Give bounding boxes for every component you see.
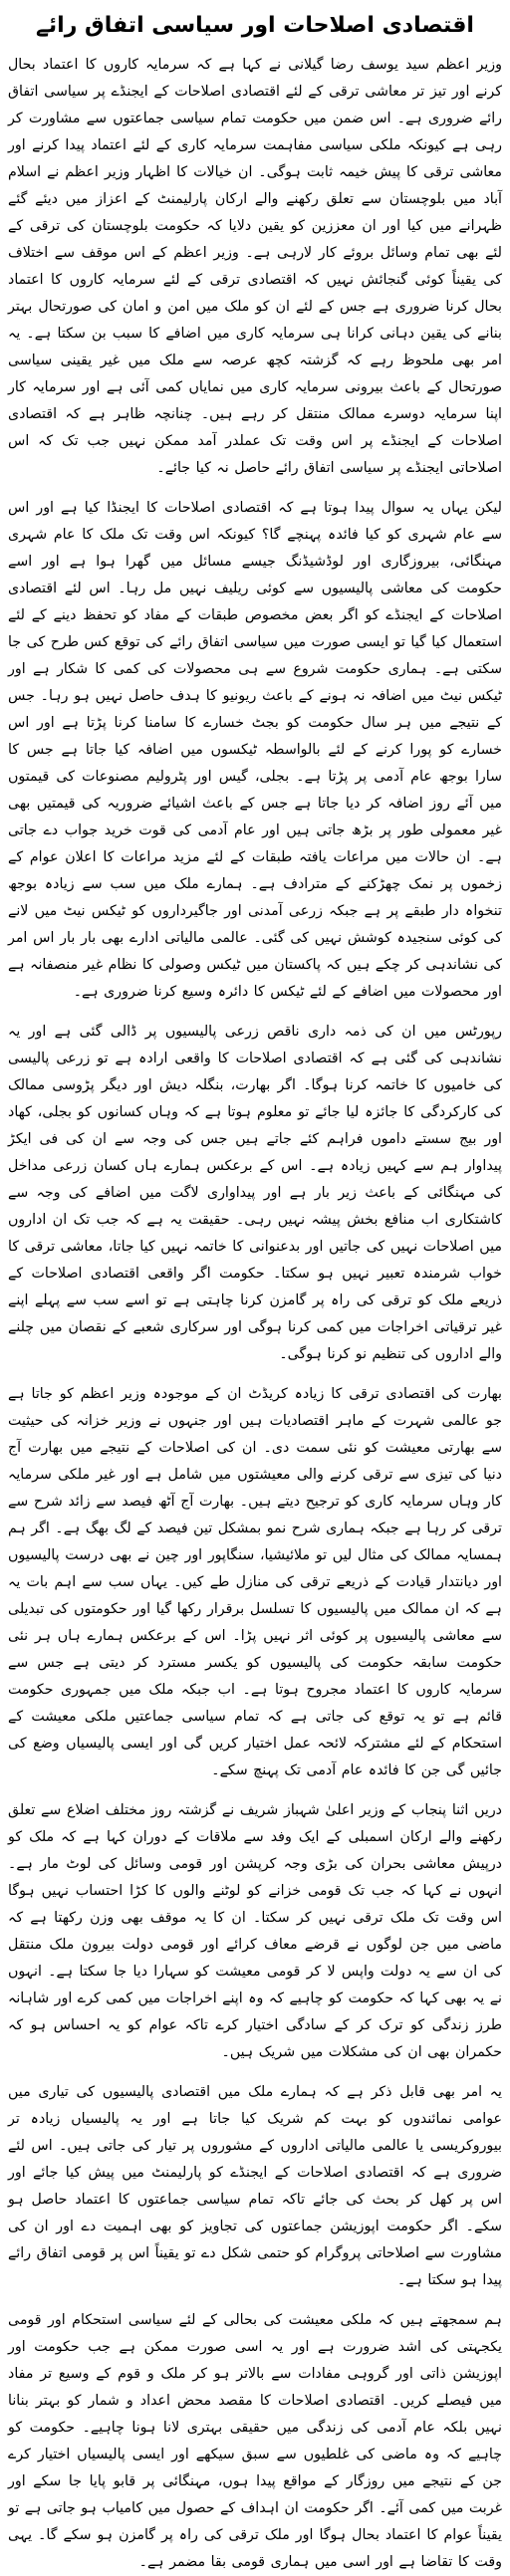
article-paragraph-5: دریں اثنا پنجاب کے وزیر اعلیٰ شہباز شریف نے گزشتہ روز مختلف اضلاع سے تعلق رکھنے والے ارکان اسمبلی کے ایک وفد سے ملاقات کے دوران کہا ہے کہ ملک کو درپیش معاشی بحران کی بڑی وجہ کرپشن اور قومی وسائل کی لوٹ مار ہے۔ انہوں نے کہا کہ جب تک قومی خزانے کو لوٹنے والوں کا کڑا احتساب نہیں ہوگا اس وقت تک ملک ترقی نہیں کر سکتا۔ ان کا یہ موقف بھی وزن رکھتا ہے کہ ماضی میں جن لوگوں نے قرضے معاف کرائے اور قومی دولت بیرون ملک منتقل کی ان سے یہ دولت واپس لا کر قومی معیشت کو سہارا دیا جا سکتا ہے۔ انہوں نے یہ بھی کہا کہ حکومت کو چاہیے کہ وہ اپنے اخراجات میں کمی کرے اور شاہانہ طرز زندگی کو ترک کر کے سادگی اختیار کرے تاکہ عوام کو یہ احساس ہو کہ حکمران بھی ان کی مشکلات میں شریک ہیں۔ xyxy=(8,1802,502,2060)
article-paragraph-7: ہم سمجھتے ہیں کہ ملکی معیشت کی بحالی کے لئے سیاسی استحکام اور قومی یکجہتی کی اشد ضرورت ہے اور یہ اسی صورت ممکن ہے جب حکومت اور اپوزیشن ذاتی اور گروہی مفادات سے بالاتر ہو کر ملک و قوم کے وسیع تر مفاد میں فیصلے کریں۔ اقتصادی اصلاحات کا مقصد محض اعداد و شمار کو بہتر بنانا نہیں بلکہ عام آدمی کی زندگی میں حقیقی بہتری لانا ہونا چاہیے۔ حکومت کو چاہیے کہ وہ ماضی کی غلطیوں سے سبق سیکھے اور ایسی پالیسیاں اختیار کرے جن کے نتیجے میں روزگار کے مواقع پیدا ہوں، مہنگائی پر قابو پایا جا سکے اور غربت میں کمی آئے۔ اگر حکومت ان اہداف کے حصول میں کامیاب ہو جاتی ہے تو یقیناً عوام کا اعتماد بحال ہوگا اور ملک ترقی کی راہ پر گامزن ہو سکے گا۔ یہی وقت کا تقاضا ہے اور اسی میں ہماری قومی بقا مضمر ہے۔ xyxy=(8,2312,502,2570)
article-paragraph-3: رپورٹس میں ان کی ذمہ داری ناقص زرعی پالیسیوں پر ڈالی گئی ہے اور یہ نشاندہی کی گئی ہے کہ اقتصادی اصلاحات کا واقعی ارادہ ہے تو زرعی پالیسی کی خامیوں کا خاتمہ کرنا ہوگا۔ اگر بھارت، بنگلہ دیش اور دیگر پڑوسی ممالک کی کارکردگی کا جائزہ لیا جائے تو معلوم ہوتا ہے کہ وہاں کسانوں کو بجلی، کھاد اور بیج سستے داموں فراہم کئے جاتے ہیں جس کی وجہ سے ان کی فی ایکڑ پیداوار ہم سے کہیں زیادہ ہے۔ اس کے برعکس ہمارے ہاں کسان زرعی مداخل کی مہنگائی کے باعث زیر بار ہے اور پیداواری لاگت میں اضافے کی وجہ سے کاشتکاری اب منافع بخش پیشہ نہیں رہی۔ حقیقت یہ ہے کہ جب تک ان اداروں میں اصلاحات نہیں کی جاتیں اور بدعنوانی کا خاتمہ نہیں کیا جاتا، معاشی ترقی کا خواب شرمندہ تعبیر نہیں ہو سکتا۔ حکومت اگر واقعی اقتصادی اصلاحات کے ذریعے ملک کو ترقی کی راہ پر گامزن کرنا چاہتی ہے تو اسے سب سے پہلے اپنے غیر ترقیاتی اخراجات میں کمی کرنا ہوگی اور سرکاری شعبے کے نقصان میں چلنے والے اداروں کی تنظیم نو کرنا ہوگی۔ xyxy=(8,1024,502,1362)
article-headline: اقتصادی اصلاحات اور سیاسی اتفاق رائے xyxy=(36,13,474,38)
paragraph-spacer xyxy=(8,1368,502,1381)
article-paragraph-2: لیکن یہاں یہ سوال پیدا ہوتا ہے کہ اقتصادی اصلاحات کا ایجنڈا کیا ہے اور اس سے عام شہری کو کیا فائدہ پہنچے گا؟ کیونکہ اس وقت تک ملک کا عام شہری مہنگائی، بیروزگاری اور لوڈشیڈنگ جیسے مسائل میں گھرا ہوا ہے اور اسے حکومت کی معاشی پالیسیوں سے کوئی ریلیف نہیں مل رہا۔ اس لئے اقتصادی اصلاحات کے ایجنڈے کو اگر بعض مخصوص طبقات کے مفاد کو تحفظ دینے کے لئے استعمال کیا گیا تو ایسی صورت میں سیاسی اتفاق رائے کی توقع کس طرح کی جا سکتی ہے۔ ہماری حکومت شروع سے ہی محصولات کی کمی کا شکار ہے اور ٹیکس نیٹ میں اضافہ نہ ہونے کے باعث ریونیو کا ہدف حاصل نہیں ہو رہا۔ جس کے نتیجے میں ہر سال حکومت کو بجٹ خسارے کا سامنا کرنا پڑتا ہے اور اس خسارے کو پورا کرنے کے لئے بالواسطہ ٹیکسوں میں اضافہ کیا جاتا ہے جس کا سارا بوجھ عام آدمی پر پڑتا ہے۔ بجلی، گیس اور پٹرولیم مصنوعات کی قیمتوں میں آئے روز اضافہ کر دیا جاتا ہے جس کے باعث اشیائے ضروریہ کی قیمتیں بھی غیر معمولی طور پر بڑھ جاتی ہیں اور عام آدمی کی قوت خرید جواب دے جاتی ہے۔ ان حالات میں مراعات یافتہ طبقات کے لئے مزید مراعات کا اعلان عوام کے زخموں پر نمک چھڑکنے کے مترادف ہے۔ ہمارے ملک میں سب سے زیادہ بوجھ تنخواہ دار طبقے پر ہے جبکہ زرعی آمدنی اور جاگیرداروں کو ٹیکس نیٹ میں لانے کی کوئی سنجیدہ کوشش نہیں کی گئی۔ عالمی مالیاتی ادارے بھی بار بار اس امر کی نشاندہی کر چکے ہیں کہ پاکستان میں ٹیکس وصولی کا نظام غیر منصفانہ ہے اور محصولات میں اضافے کے لئے ٹیکس کا دائرہ وسیع کرنا ضروری ہے۔ xyxy=(8,500,502,1000)
article-paragraph-4: بھارت کی اقتصادی ترقی کا زیادہ کریڈٹ ان کے موجودہ وزیر اعظم کو جاتا ہے جو عالمی شہرت کے ماہر اقتصادیات ہیں اور جنہوں نے وزیر خزانہ کی حیثیت سے بھارتی معیشت کو نئی سمت دی۔ ان کی اصلاحات کے نتیجے میں بھارت آج دنیا کی تیزی سے ترقی کرنے والی معیشتوں میں شامل ہے اور غیر ملکی سرمایہ کار وہاں سرمایہ کاری کو ترجیح دیتے ہیں۔ بھارت آج آٹھ فیصد سے زائد شرح سے ترقی کر رہا ہے جبکہ ہماری شرح نمو بمشکل تین فیصد کے لگ بھگ ہے۔ اگر ہم ہمسایہ ممالک کی مثال لیں تو ملائیشیا، سنگاپور اور چین نے بھی درست پالیسیوں اور دیانتدار قیادت کے ذریعے ترقی کی منازل طے کیں۔ یہاں سب سے اہم بات یہ ہے کہ ان ممالک میں پالیسیوں کا تسلسل برقرار رکھا گیا اور حکومتوں کی تبدیلی سے معاشی پالیسیوں پر کوئی اثر نہیں پڑا۔ اس کے برعکس ہمارے ہاں ہر نئی حکومت سابقہ حکومت کی پالیسیوں کو یکسر مسترد کر دیتی ہے جس سے سرمایہ کاروں کا اعتماد مجروح ہوتا ہے۔ اب جبکہ ملک میں جمہوری حکومت قائم ہے تو یہ توقع کی جاتی ہے کہ تمام سیاسی جماعتیں ملکی معیشت کے استحکام کے لئے مشترکہ لائحہ عمل اختیار کریں گی اور ایسی پالیسیاں وضع کی جائیں گی جن کا فائدہ عام آدمی تک پہنچ سکے۔ xyxy=(8,1386,502,1778)
paragraph-spacer xyxy=(8,1006,502,1019)
paragraph-spacer xyxy=(8,2294,502,2307)
paragraph-spacer xyxy=(8,2066,502,2079)
paragraph-spacer xyxy=(8,482,502,495)
article-paragraph-6: یہ امر بھی قابل ذکر ہے کہ ہمارے ملک میں اقتصادی پالیسیوں کی تیاری میں عوامی نمائندوں کو بہت کم شریک کیا جاتا ہے اور یہ پالیسیاں زیادہ تر بیوروکریسی یا عالمی مالیاتی اداروں کے مشوروں پر تیار کی جاتی ہیں۔ اس لئے ضروری ہے کہ اقتصادی اصلاحات کے ایجنڈے کو پارلیمنٹ میں پیش کیا جائے اور اس پر کھل کر بحث کی جائے تاکہ تمام سیاسی جماعتوں کا اعتماد حاصل ہو سکے۔ اگر حکومت اپوزیشن جماعتوں کی تجاویز کو بھی اہمیت دے اور ان کی مشاورت سے اصلاحاتی پروگرام کو حتمی شکل دے تو یقیناً اس پر قومی اتفاق رائے پیدا ہو سکتا ہے۔ xyxy=(8,2084,502,2288)
article-paragraph-1: وزیر اعظم سید یوسف رضا گیلانی نے کہا ہے کہ سرمایہ کاروں کا اعتماد بحال کرنے اور تیز تر معاشی ترقی کے لئے اقتصادی اصلاحات کے ایجنڈے پر سیاسی اتفاق رائے ضروری ہے۔ اس ضمن میں حکومت تمام سیاسی جماعتوں سے مشاورت کر رہی ہے کیونکہ ملکی سیاسی مفاہمت سرمایہ کاری کے لئے اعتماد پیدا کرنے اور معاشی ترقی کا پیش خیمہ ثابت ہوگی۔ ان خیالات کا اظہار وزیر اعظم نے اسلام آباد میں بلوچستان سے تعلق رکھنے والے ارکان پارلیمنٹ کے اعزاز میں دیئے گئے ظہرانے میں کیا اور ان معززین کو یقین دلایا کہ حکومت بلوچستان کی ترقی کے لئے بھی تمام وسائل بروئے کار لارہی ہے۔ وزیر اعظم کے اس موقف سے اختلاف کی یقیناً کوئی گنجائش نہیں کہ اقتصادی ترقی کے لئے سرمایہ کاروں کا اعتماد بحال کرنا ضروری ہے جس کے لئے ان کو ملک میں امن و امان کی صورتحال بہتر بنانے کی یقین دہانی کرانا ہی سرمایہ کاری میں اضافے کا سبب بن سکتا ہے۔ یہ امر بھی ملحوظ رہے کہ گزشتہ کچھ عرصہ سے ملک میں غیر یقینی سیاسی صورتحال کے باعث بیرونی سرمایہ کاری میں نمایاں کمی آئی ہے اور سرمایہ کار اپنا سرمایہ دوسرے ممالک منتقل کر رہے ہیں۔ چنانچہ ظاہر ہے کہ اقتصادی اصلاحات کے ایجنڈے پر اس وقت تک عملدر آمد ممکن نہیں جب تک کہ اس اصلاحاتی ایجنڈے پر سیاسی اتفاق رائے حاصل نہ کیا جائے۔ xyxy=(8,57,502,476)
paragraph-spacer xyxy=(8,1784,502,1797)
